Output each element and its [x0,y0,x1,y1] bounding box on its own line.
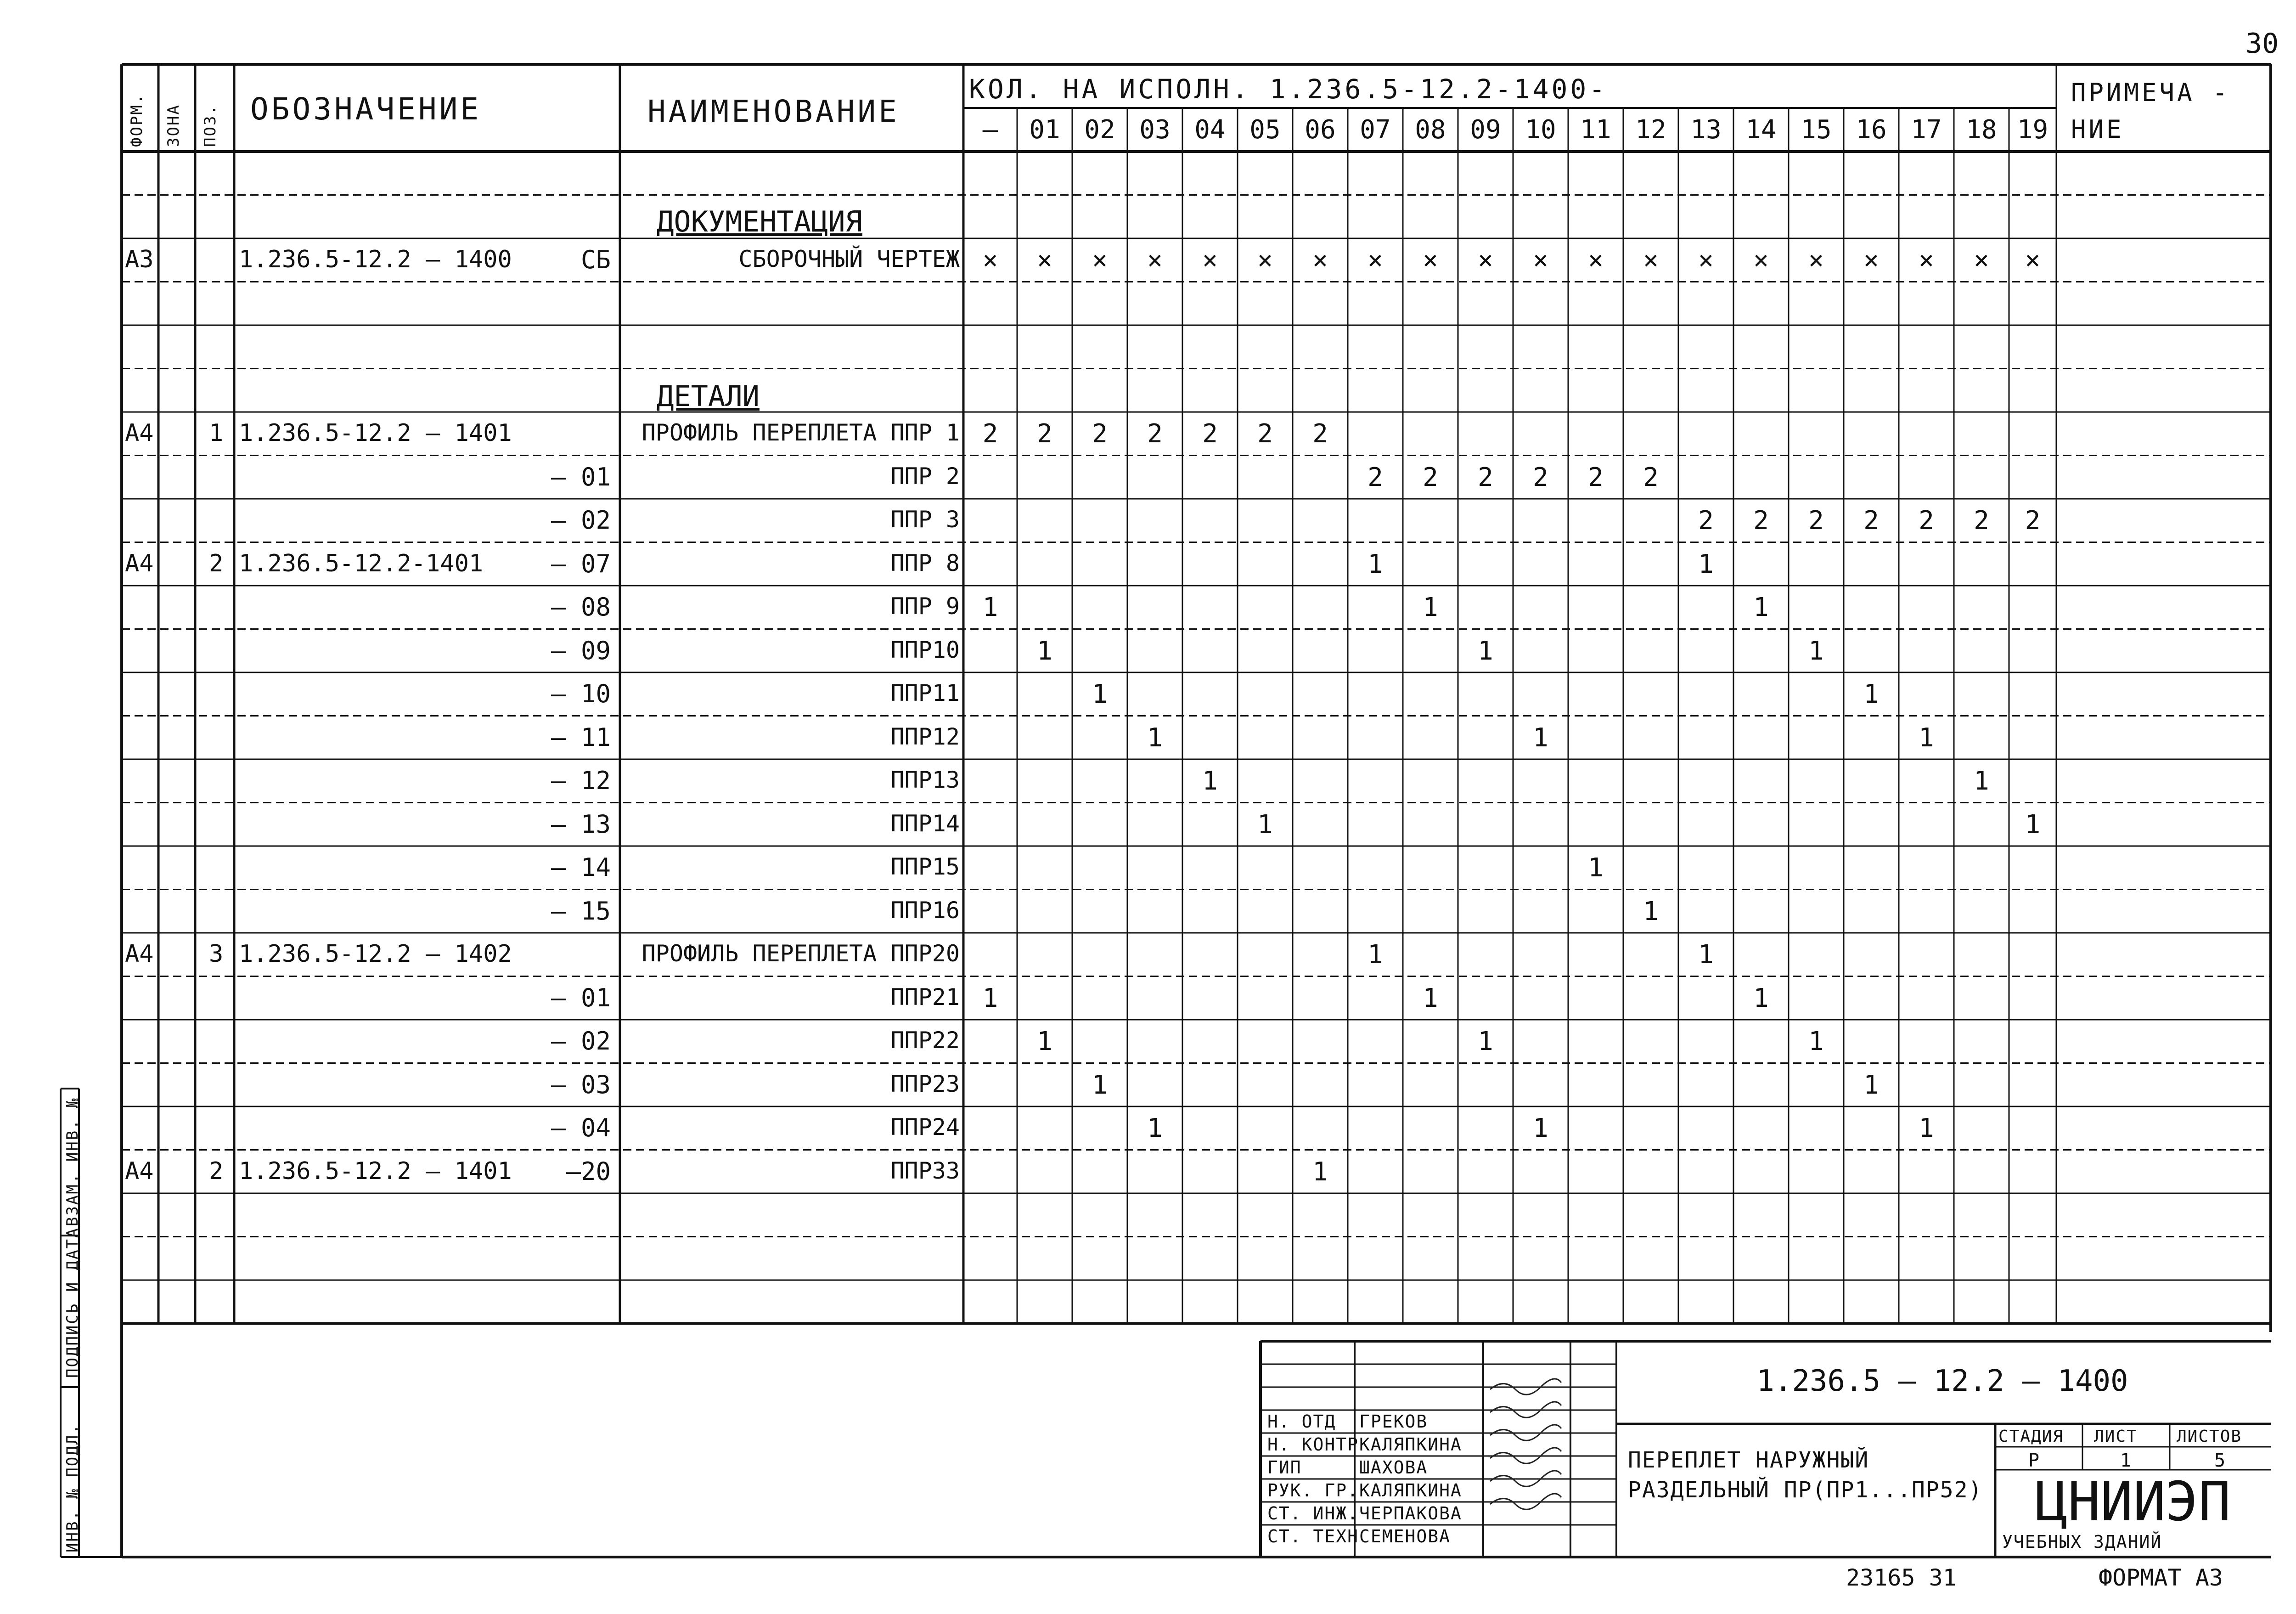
qty-mark: × [1919,245,1934,275]
zone-header: ЗОНА [164,104,183,147]
variant-header: 12 [1635,115,1666,145]
stamp-role: ГИП [1267,1457,1302,1478]
qty-mark: 1 [982,983,998,1013]
stamp-name: ЧЕРПАКОВА [1359,1503,1462,1524]
variant-header: 10 [1525,115,1556,145]
qty-mark: 2 [1147,419,1163,449]
row-name: ППР10 [890,636,960,663]
variant-header: 11 [1580,115,1611,145]
section-details: ДЕТАЛИ [657,379,760,413]
qty-mark: 2 [2025,506,2041,536]
row-suffix: – 01 [551,983,611,1012]
qty-mark: × [1643,245,1659,275]
row-position: 1 [209,419,224,447]
row-position: 2 [209,549,224,577]
row-name: ПРОФИЛЬ ПЕРЕПЛЕТА ППР 1 [642,419,960,446]
stamp-role: Н. ОТД [1267,1411,1336,1432]
qty-mark: 2 [1037,419,1052,449]
qty-mark: 1 [1147,722,1163,753]
qty-mark: 1 [1092,679,1108,709]
qty-mark: 1 [1863,679,1879,709]
row-suffix: – 11 [551,722,611,752]
qty-mark: 1 [1533,1113,1548,1143]
footer-format: ФОРМАТ А3 [2099,1564,2223,1591]
row-suffix: – 13 [551,809,611,839]
qty-mark: × [1312,245,1328,275]
qty-mark: 1 [1147,1113,1163,1143]
qty-mark: 2 [1808,506,1824,536]
qty-mark: × [1588,245,1604,275]
sheet-label: ЛИСТ [2094,1427,2138,1446]
qty-mark: × [1753,245,1769,275]
qty-mark: 2 [982,419,998,449]
stamp-name: КАЛЯПКИНА [1359,1434,1462,1455]
org-logo: ЦНИИЭП [2035,1470,2231,1533]
qty-mark: × [1367,245,1383,275]
row-suffix: –20 [566,1157,611,1186]
stamp-name: ШАХОВА [1359,1457,1428,1478]
qty-header: КОЛ. НА ИСПОЛН. 1.236.5-12.2-1400- [969,73,1608,105]
stamp-role: СТ. ТЕХН [1267,1526,1359,1546]
qty-mark: 1 [1753,983,1769,1013]
row-name: ППР 9 [890,593,960,620]
qty-mark: 2 [1367,462,1383,492]
qty-mark: 1 [1698,940,1714,970]
stamp-name: КАЛЯПКИНА [1359,1480,1462,1501]
qty-mark: × [1092,245,1108,275]
row-suffix: – 04 [551,1113,611,1142]
qty-mark: 2 [1753,506,1769,536]
note-header: ПРИМЕЧА - [2071,78,2230,107]
row-designation: 1.236.5-12.2 – 1400 [239,246,512,273]
qty-mark: 2 [1257,419,1273,449]
title-line-2: РАЗДЕЛЬНЫЙ ПР(ПР1...ПР52) [1628,1477,1983,1503]
variant-header: 17 [1911,115,1942,145]
row-suffix: – 10 [551,679,611,708]
row-name: ПРОФИЛЬ ПЕРЕПЛЕТА ППР20 [642,940,960,967]
qty-mark: 1 [1037,1027,1052,1056]
qty-mark: × [1202,245,1218,275]
variant-header: 09 [1470,115,1501,145]
variant-header: 08 [1415,115,1446,145]
stamp-role: Н. КОНТР [1267,1434,1359,1455]
qty-mark: 2 [1588,462,1604,492]
sheet-value: 1 [2120,1450,2133,1471]
row-suffix: – 02 [551,506,611,535]
qty-mark: × [1257,245,1273,275]
qty-mark: 1 [1643,896,1659,926]
row-position: 2 [209,1157,224,1185]
row-name: ППР33 [890,1157,960,1184]
row-suffix: – 15 [551,896,611,926]
variant-header: 01 [1029,115,1060,145]
row-suffix: – 08 [551,593,611,621]
footer-number: 23165 31 [1846,1564,1957,1591]
qty-mark: 1 [1092,1070,1108,1100]
pos-header: ПОЗ. [201,104,219,147]
variant-header: 03 [1139,115,1171,145]
qty-mark: × [982,245,998,275]
section-documentation: ДОКУМЕНТАЦИЯ [657,205,862,238]
qty-mark: 2 [1533,462,1548,492]
qty-mark: 1 [1312,1157,1328,1187]
variant-header: 04 [1194,115,1226,145]
stage-label: СТАДИЯ [1998,1427,2064,1446]
row-suffix: СБ [580,245,611,274]
page-number: 30 [2245,28,2279,60]
qty-mark: 1 [1753,593,1769,622]
row-name: ППР21 [890,983,960,1010]
row-name: ППР11 [890,680,960,706]
qty-mark: 1 [982,593,998,622]
qty-mark: × [1423,245,1438,275]
row-suffix: – 12 [551,766,611,795]
qty-mark: 1 [1478,636,1493,666]
row-format: A4 [125,940,154,968]
qty-mark: 2 [1698,506,1714,536]
title-line-1: ПЕРЕПЛЕТ НАРУЖНЫЙ [1628,1447,1869,1473]
row-position: 3 [209,940,224,968]
row-name: ППР23 [890,1070,960,1097]
qty-mark: 1 [1423,983,1438,1013]
row-suffix: – 02 [551,1027,611,1055]
format-header: ФОРМ. [128,93,146,147]
qty-mark: × [1698,245,1714,275]
variant-header: — [982,115,998,145]
row-name: ППР13 [890,767,960,793]
qty-mark: 1 [1698,549,1714,579]
qty-mark: 1 [1257,809,1273,840]
row-format: A4 [125,549,154,577]
row-name: ППР12 [890,723,960,750]
row-format: A4 [125,419,154,447]
qty-mark: 1 [1202,766,1218,796]
doc-code: 1.236.5 – 12.2 – 1400 [1756,1364,2128,1398]
qty-mark: 1 [1478,1027,1493,1056]
row-designation: 1.236.5-12.2-1401 [239,549,484,577]
row-name: ППР24 [890,1114,960,1140]
qty-mark: 1 [1974,766,1989,796]
qty-mark: 1 [1367,940,1383,970]
row-format: A3 [125,246,154,273]
qty-mark: 2 [1478,462,1493,492]
row-suffix: – 01 [551,462,611,491]
qty-mark: × [1037,245,1052,275]
name-header: НАИМЕНОВАНИЕ [647,94,900,129]
variant-header: 05 [1249,115,1281,145]
qty-mark: × [1808,245,1824,275]
row-name: ППР 3 [890,506,960,533]
qty-mark: 1 [1367,549,1383,579]
qty-mark: × [1478,245,1493,275]
variant-header: 15 [1801,115,1832,145]
qty-mark: 2 [1202,419,1218,449]
qty-mark: 2 [1643,462,1659,492]
qty-mark: 1 [1863,1070,1879,1100]
row-designation: 1.236.5-12.2 – 1402 [239,940,512,968]
stamp-inv-original: ИНВ. № ПОДЛ. [63,1423,82,1552]
qty-mark: × [2025,245,2041,275]
row-suffix: – 03 [551,1070,611,1099]
row-designation: 1.236.5-12.2 – 1401 [239,419,512,447]
sheets-value: 5 [2214,1450,2227,1471]
row-format: A4 [125,1157,154,1185]
sheets-label: ЛИСТОВ [2177,1427,2242,1446]
qty-mark: 2 [1863,506,1879,536]
stamp-inv-replace: ВЗАМ. ИНВ. № [63,1097,82,1226]
variant-header: 07 [1360,115,1391,145]
row-name: ППР22 [890,1027,960,1054]
qty-mark: 2 [1092,419,1108,449]
qty-mark: 1 [1037,636,1052,666]
row-suffix: – 09 [551,636,611,665]
variant-header: 16 [1856,115,1887,145]
stamp-role: СТ. ИНЖ. [1267,1503,1359,1524]
qty-mark: 1 [1588,853,1604,883]
row-name: ППР 8 [890,549,960,576]
qty-mark: 2 [1423,462,1438,492]
variant-header: 19 [2017,115,2048,145]
row-name: СБОРОЧНЫЙ ЧЕРТЕЖ [738,246,960,272]
designation-header: ОБОЗНАЧЕНИЕ [250,91,482,127]
qty-mark: 1 [1808,636,1824,666]
qty-mark: 2 [1974,506,1989,536]
row-name: ППР14 [890,810,960,837]
qty-mark: 1 [1919,1113,1934,1143]
variant-header: 06 [1305,115,1336,145]
stamp-role: РУК. ГР. [1267,1480,1359,1501]
qty-mark: 1 [1919,722,1934,753]
variant-header: 14 [1745,115,1777,145]
row-name: ППР16 [890,897,960,924]
qty-mark: × [1533,245,1548,275]
row-suffix: – 14 [551,853,611,882]
variant-header: 02 [1084,115,1115,145]
row-suffix: – 07 [551,549,611,578]
stamp-name: СЕМЕНОВА [1359,1526,1451,1546]
qty-mark: 1 [1423,593,1438,622]
row-name: ППР 2 [890,463,960,490]
qty-mark: 1 [1533,722,1548,753]
note-header-2: НИЕ [2071,115,2124,144]
variant-header: 18 [1966,115,1997,145]
variant-header: 13 [1690,115,1722,145]
row-designation: 1.236.5-12.2 – 1401 [239,1157,512,1185]
org-subtitle: УЧЕБНЫХ ЗДАНИЙ [2002,1532,2162,1552]
qty-mark: × [1147,245,1163,275]
qty-mark: × [1863,245,1879,275]
qty-mark: 1 [2025,809,2041,840]
qty-mark: 1 [1808,1027,1824,1056]
qty-mark: 2 [1919,506,1934,536]
stage-value: Р [2028,1450,2041,1471]
stamp-signature: ПОДПИСЬ И ДАТА [63,1227,82,1378]
stamp-name: ГРЕКОВ [1359,1411,1428,1432]
qty-mark: × [1974,245,1989,275]
row-name: ППР15 [890,853,960,880]
qty-mark: 2 [1312,419,1328,449]
